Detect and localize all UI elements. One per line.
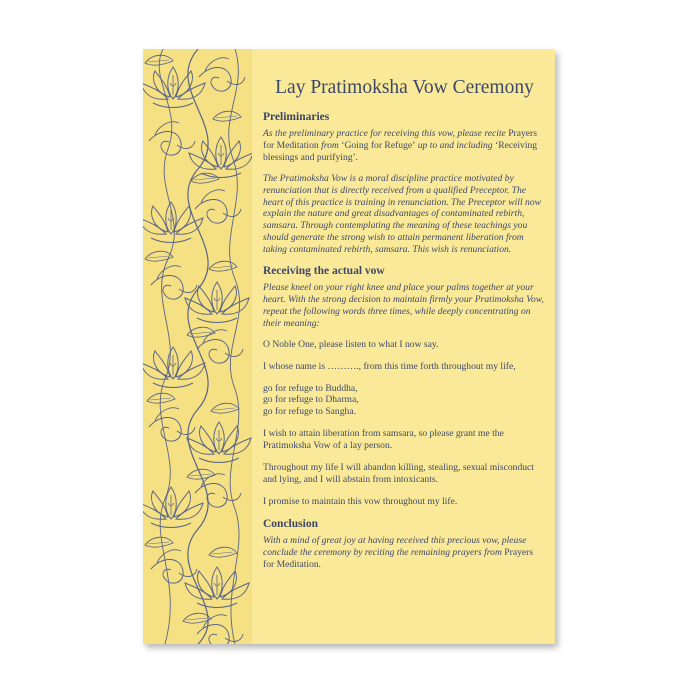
- refuge-sangha: go for refuge to Sangha.: [263, 406, 356, 418]
- refuge-buddha: go for refuge to Buddha,: [263, 382, 358, 394]
- document-card: [143, 49, 555, 644]
- vow-line-4: Throughout my life I will abandon killing, stealing, sexual misconduct and lying, and I will abstain from intoxicants.: [263, 462, 534, 485]
- section-heading-receiving: Receiving the actual vow: [263, 265, 385, 278]
- text-run: As the preliminary practice for receiving this vow, please recite: [263, 128, 506, 139]
- text-run: from: [318, 139, 342, 151]
- vow-line-5: I promise to maintain this vow throughout my life.: [263, 495, 458, 507]
- refuge-dharma: go for refuge to Dharma,: [263, 394, 359, 406]
- prayer-going-for-refuge: ‘Going for Refuge’: [341, 139, 416, 151]
- vow-line-3: I wish to attain liberation from samsara, so please grant me the Pratimoksha Vow of a lay person.: [263, 428, 504, 452]
- page-title: Lay Pratimoksha Vow Ceremony: [275, 77, 534, 98]
- book-title-prayers: Prayers for Meditation: [263, 546, 534, 570]
- document-content: [263, 77, 546, 579]
- book-title-prayers: Prayers for Meditation: [263, 128, 537, 151]
- text-run: .: [355, 151, 359, 163]
- text-run: With a mind of great joy at having received this precious vow, please conclude the ceremony by reciting the remaining prayers from: [263, 534, 527, 558]
- text-run: .: [318, 558, 322, 570]
- receiving-intro: Please kneel on your right knee and place your palms together at your heart. With the strong decision to maintain firmly your Pratimoksha Vow, repeat the following words three times, while deeply concentrating on their meaning:: [263, 282, 544, 329]
- vow-line-1: O Noble One, please listen to what I now say.: [263, 338, 439, 350]
- preliminaries-paragraph-2: The Pratimoksha Vow is a moral discipline practice motivated by renunciation that is directly received from a qualified Preceptor. The heart of this practice is training in renunciation. The Preceptor will now explain the nature and great disadvantages of contaminated rebirth, samsara. Through contemplating the meaning of these teachings you should generate the strong wish to attain permanent liberation from taking contaminated rebirth, samsara. This wish is renunciation.: [263, 172, 542, 256]
- conclusion-paragraph: [263, 535, 546, 571]
- lotus-pattern-icon: [143, 49, 252, 644]
- refuge-lines: [263, 383, 546, 419]
- prayer-receiving-blessings: ‘Receiving blessings and purifying’: [263, 139, 538, 163]
- vow-line-2: I whose name is ………., from this time forth throughout my life,: [263, 360, 516, 372]
- section-heading-conclusion: Conclusion: [263, 517, 318, 530]
- text-run: up to and including: [415, 139, 496, 151]
- floral-pattern-panel: [143, 49, 252, 644]
- section-heading-preliminaries: Preliminaries: [263, 111, 330, 123]
- preliminaries-paragraph-1: [263, 128, 546, 164]
